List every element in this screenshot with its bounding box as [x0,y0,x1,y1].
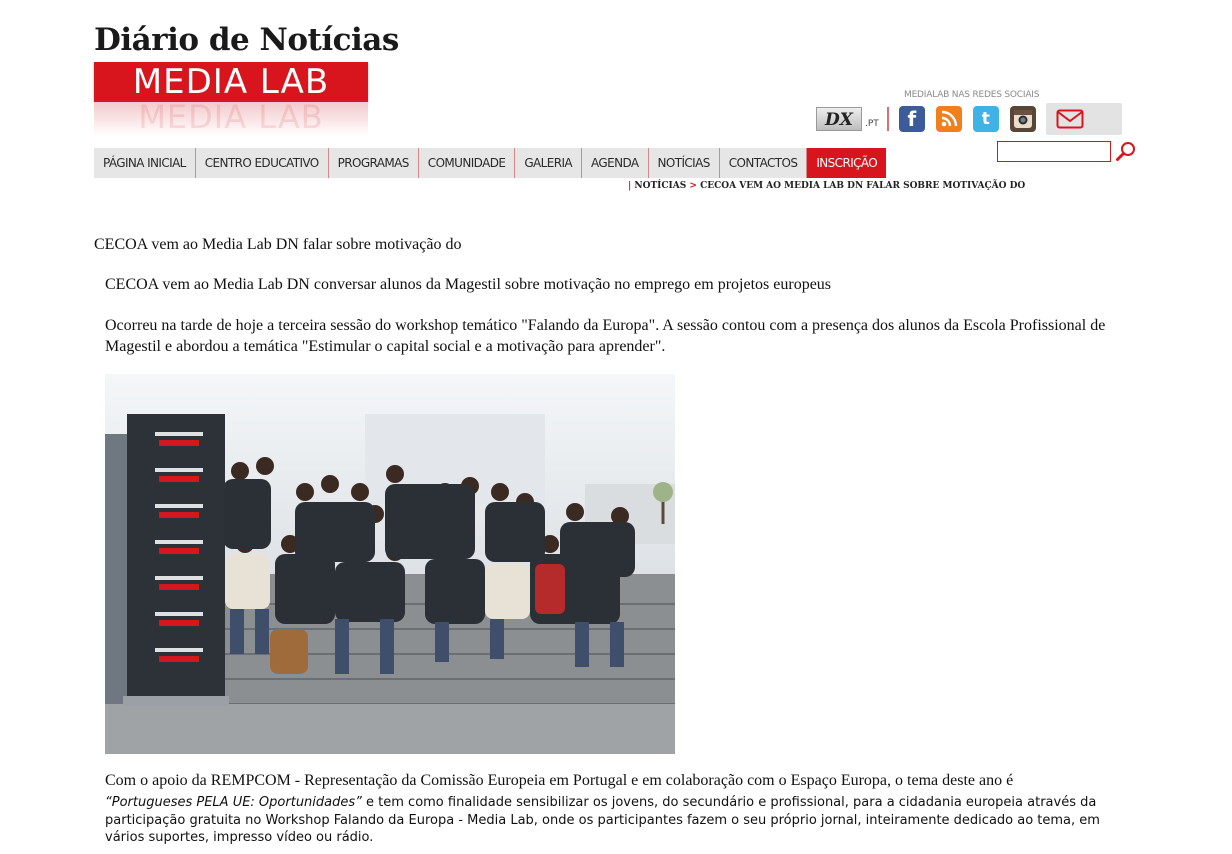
facebook-icon[interactable]: f [899,106,925,132]
article-lead: Ocorreu na tarde de hoje a terceira sessão do workshop temático "Falando da Europa". A sessão contou com a presença dos alunos da Escola Profissional de Magestil e abordou a temática "Estimular o capital social e a motivação para aprender". [105,317,1106,355]
nav-agenda[interactable]: AGENDA [582,148,649,178]
nav-comunidade[interactable]: COMUNIDADE [419,148,516,178]
page-title: CECOA vem ao Media Lab DN falar sobre motivação do [94,236,462,253]
newsletter-button[interactable] [1046,103,1122,135]
twitter-icon[interactable]: t [973,106,999,132]
rss-icon[interactable] [936,106,962,132]
nav-galeria[interactable]: GALERIA [515,148,582,178]
nav-contactos[interactable]: CONTACTOS [720,148,808,178]
mail-icon [1056,109,1084,129]
search-input[interactable] [997,141,1111,162]
nav-noticias[interactable]: NOTÍCIAS [649,148,720,178]
nav-inscricao[interactable]: INSCRIÇÃO [807,148,886,178]
campaign-quote: “Portugueses PELA UE: Oportunidades” [105,795,362,810]
breadcrumb-current: CECOA VEM AO MEDIA LAB DN FALAR SOBRE MOTIVAÇÃO DO [700,181,1026,191]
social-bar [816,103,1122,135]
breadcrumb-marker: | [628,181,635,191]
nav-programas[interactable]: PROGRAMAS [329,148,419,178]
article-subtitle: CECOA vem ao Media Lab DN conversar alunos da Magestil sobre motivação no emprego em projetos europeus [105,276,832,293]
nav-pagina-inicial[interactable]: PÁGINA INICIAL [94,148,196,178]
article-paragraph-small [105,794,1125,847]
instagram-icon[interactable] [1010,106,1036,132]
social-divider [887,107,889,131]
article-photo [105,374,675,754]
logo-reflection: MEDIA LAB [94,102,368,136]
search-icon[interactable] [1115,141,1137,163]
breadcrumb-section[interactable]: NOTÍCIAS [634,181,687,191]
nav-centro-educativo[interactable]: CENTRO EDUCATIVO [196,148,329,178]
logo-title: Diário de Notícias [94,22,399,58]
breadcrumb [628,181,1025,191]
article-paragraph: Com o apoio da REMPCOM - Representação da Comissão Europeia em Portugal e em colaboração com o Espaço Europa, o tema deste ano é [105,772,1014,789]
main-nav [94,148,886,178]
site-logo[interactable] [94,22,399,136]
dx-suffix: .PT [865,119,879,129]
logo-media-lab: MEDIA LAB [94,62,368,102]
breadcrumb-separator: > [689,181,697,191]
dx-logo-link[interactable]: DX [816,107,862,131]
paragraph-body: e tem como finalidade sensibilizar os jovens, do secundário e profissional, para a cidadania europeia através da participação gratuita no Workshop Falando da Europa - Media Lab, onde os participantes fazem o seu próprio jornal, inteiramente dedicado ao tema, em vários suportes, impresso vídeo ou rádio. [105,795,1100,845]
social-caption: MEDIALAB NAS REDES SOCIAIS [904,90,1040,100]
